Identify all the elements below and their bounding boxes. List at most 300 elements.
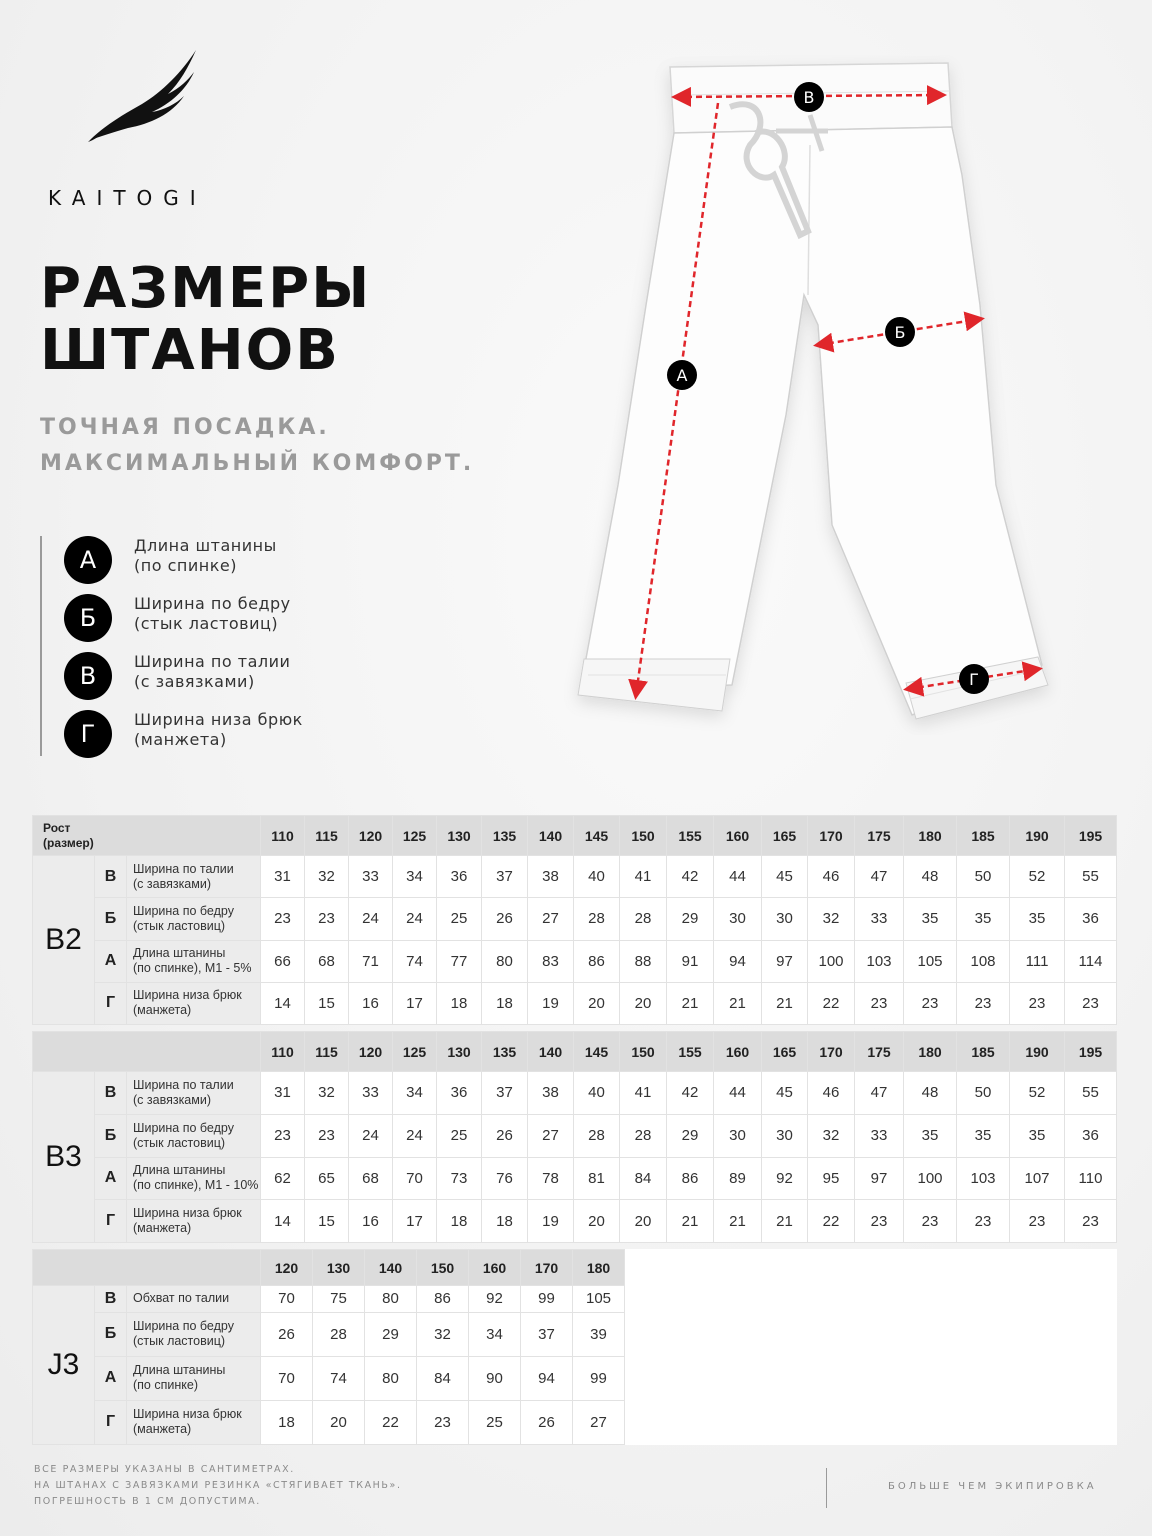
table-cell: 27: [573, 1400, 625, 1444]
row-description-line-1: Длина штанины: [133, 1363, 226, 1378]
table-cell: 81: [574, 1157, 620, 1200]
table-cell: 30: [762, 898, 808, 940]
row-letter: В: [95, 1286, 127, 1313]
table-cell: 18: [261, 1400, 313, 1444]
table-cell: 107: [1010, 1157, 1065, 1200]
table-cell: 38: [528, 1072, 574, 1115]
table-cell: 52: [1010, 856, 1065, 898]
table-cell: 36: [437, 1072, 482, 1115]
row-description: [127, 1400, 261, 1444]
row-description-line-2: (стык ластовиц): [133, 1334, 226, 1349]
table-cell: 22: [808, 982, 855, 1024]
row-description-line-1: Ширина по бедру: [133, 1319, 234, 1334]
height-header: 115: [305, 816, 349, 856]
legend-badge: А: [64, 536, 112, 584]
table-cell: 27: [528, 898, 574, 940]
size-group-label: В3: [33, 1072, 95, 1243]
height-header: 120: [349, 1032, 393, 1072]
table-cell: 71: [349, 940, 393, 982]
table-cell: 33: [349, 1072, 393, 1115]
height-header: 130: [313, 1250, 365, 1286]
table-row: [33, 856, 1117, 898]
table-cell: 28: [620, 898, 667, 940]
height-header: 185: [957, 816, 1010, 856]
table-row: [33, 940, 1117, 982]
table-cell: 32: [808, 898, 855, 940]
table-cell: 24: [349, 898, 393, 940]
table-cell: 35: [1010, 898, 1065, 940]
table-cell: 16: [349, 982, 393, 1024]
table-cell: 44: [714, 856, 762, 898]
table-cell: 23: [904, 1200, 957, 1243]
pants-silhouette: [578, 63, 1048, 719]
title-line-2: ШТАНОВ: [40, 318, 340, 383]
brand-name: KAITOGI: [48, 186, 207, 210]
header-row: [33, 1032, 1117, 1072]
table-cell: 50: [957, 856, 1010, 898]
row-description-line-2: (по спинке): [133, 1378, 198, 1393]
row-description-line-1: Длина штанины: [133, 1163, 226, 1178]
blank-cell: [625, 1356, 1117, 1400]
row-description: [127, 1286, 261, 1313]
table-cell: 21: [667, 982, 714, 1024]
table-cell: 37: [521, 1312, 573, 1356]
table-cell: 18: [482, 982, 528, 1024]
table-cell: 41: [620, 1072, 667, 1115]
row-letter: А: [95, 940, 127, 982]
table-cell: 94: [714, 940, 762, 982]
svg-text:Г: Г: [969, 670, 979, 689]
table-cell: 68: [305, 940, 349, 982]
table-cell: 37: [482, 856, 528, 898]
table-cell: 16: [349, 1200, 393, 1243]
table-cell: 84: [620, 1157, 667, 1200]
size-group-label: J3: [33, 1286, 95, 1445]
height-header: 115: [305, 1032, 349, 1072]
table-cell: 45: [762, 1072, 808, 1115]
height-header: 150: [417, 1250, 469, 1286]
height-header: 155: [667, 816, 714, 856]
table-cell: 74: [393, 940, 437, 982]
legend-label: Длина штанины (по спинке): [134, 536, 277, 575]
row-description-line-2: (манжета): [133, 1003, 192, 1018]
row-description-line-1: Ширина по бедру: [133, 1120, 234, 1135]
table-cell: 100: [808, 940, 855, 982]
height-header: 160: [469, 1250, 521, 1286]
table-cell: 37: [482, 1072, 528, 1115]
row-letter: Б: [95, 1114, 127, 1157]
height-header: 195: [1065, 1032, 1117, 1072]
table-cell: 83: [528, 940, 574, 982]
table-cell: 41: [620, 856, 667, 898]
size-table-b2: [32, 815, 1117, 1025]
table-cell: 35: [957, 898, 1010, 940]
table-row: [33, 1200, 1117, 1243]
row-description-line-1: Ширина низа брюк: [133, 988, 242, 1003]
svg-text:А: А: [676, 366, 688, 385]
table-cell: 110: [1065, 1157, 1117, 1200]
table-row: [33, 898, 1117, 940]
table-cell: 23: [1010, 982, 1065, 1024]
table-cell: 21: [762, 1200, 808, 1243]
row-description: [127, 1356, 261, 1400]
table-cell: 23: [261, 898, 305, 940]
subtitle: [40, 410, 474, 482]
table-cell: 36: [1065, 898, 1117, 940]
table-cell: 86: [574, 940, 620, 982]
legend-badge: В: [64, 652, 112, 700]
height-header: 190: [1010, 1032, 1065, 1072]
table-cell: 74: [313, 1356, 365, 1400]
row-description: [127, 1157, 261, 1200]
height-header: 150: [620, 1032, 667, 1072]
table-cell: 23: [957, 1200, 1010, 1243]
height-header: 180: [573, 1250, 625, 1286]
table-cell: 20: [574, 1200, 620, 1243]
table-cell: 28: [620, 1114, 667, 1157]
blank-cell: [625, 1400, 1117, 1444]
table-cell: 111: [1010, 940, 1065, 982]
height-header: 135: [482, 816, 528, 856]
table-cell: 66: [261, 940, 305, 982]
table-cell: 21: [714, 982, 762, 1024]
table-cell: 29: [667, 898, 714, 940]
height-header: 125: [393, 1032, 437, 1072]
table-cell: 47: [855, 856, 904, 898]
table-cell: 90: [469, 1356, 521, 1400]
subtitle-line-1: ТОЧНАЯ ПОСАДКА.: [40, 415, 330, 440]
table-row: [33, 1157, 1117, 1200]
table-cell: 100: [904, 1157, 957, 1200]
table-cell: 36: [1065, 1114, 1117, 1157]
table-cell: 22: [808, 1200, 855, 1243]
height-header: 180: [904, 1032, 957, 1072]
table-cell: 21: [667, 1200, 714, 1243]
table-cell: 42: [667, 856, 714, 898]
table-cell: 31: [261, 856, 305, 898]
table-cell: 99: [521, 1286, 573, 1313]
header-corner: [33, 1250, 261, 1286]
table-cell: 23: [1065, 982, 1117, 1024]
row-description: [127, 1114, 261, 1157]
size-table-j3: [32, 1249, 1117, 1445]
legend-label: Ширина низа брюк (манжета): [134, 710, 303, 749]
height-header: 180: [904, 816, 957, 856]
measurement-legend: [40, 536, 442, 756]
table-cell: 105: [573, 1286, 625, 1313]
height-header: 135: [482, 1032, 528, 1072]
table-cell: 26: [521, 1400, 573, 1444]
table-cell: 30: [762, 1114, 808, 1157]
table-cell: 70: [261, 1356, 313, 1400]
height-header: 165: [762, 1032, 808, 1072]
table-cell: 65: [305, 1157, 349, 1200]
table-cell: 32: [305, 856, 349, 898]
height-header: 110: [261, 816, 305, 856]
table-cell: 23: [261, 1114, 305, 1157]
height-header: 130: [437, 1032, 482, 1072]
table-cell: 52: [1010, 1072, 1065, 1115]
row-description: [127, 856, 261, 898]
table-cell: 24: [393, 898, 437, 940]
table-cell: 28: [574, 898, 620, 940]
height-header: 150: [620, 816, 667, 856]
table-cell: 27: [528, 1114, 574, 1157]
table-cell: 26: [261, 1312, 313, 1356]
row-description: [127, 898, 261, 940]
table-cell: 20: [620, 982, 667, 1024]
table-cell: 20: [620, 1200, 667, 1243]
row-description: [127, 1200, 261, 1243]
height-header: 170: [521, 1250, 573, 1286]
table-cell: 23: [305, 898, 349, 940]
table-cell: 20: [574, 982, 620, 1024]
table-cell: 23: [855, 1200, 904, 1243]
table-cell: 44: [714, 1072, 762, 1115]
footer-divider: [826, 1468, 827, 1508]
svg-text:Б: Б: [894, 323, 906, 342]
table-cell: 33: [349, 856, 393, 898]
height-header: 170: [808, 816, 855, 856]
table-cell: 55: [1065, 856, 1117, 898]
table-cell: 46: [808, 1072, 855, 1115]
table-cell: 23: [1010, 1200, 1065, 1243]
row-description-line-2: (с завязками): [133, 1092, 212, 1107]
row-description-line-2: (манжета): [133, 1221, 192, 1236]
height-header: 140: [528, 816, 574, 856]
table-cell: 108: [957, 940, 1010, 982]
table-cell: 45: [762, 856, 808, 898]
table-cell: 92: [469, 1286, 521, 1313]
table-cell: 14: [261, 1200, 305, 1243]
row-description-line-2: (с завязками): [133, 876, 212, 891]
row-letter: Г: [95, 1400, 127, 1444]
row-description-line-2: (манжета): [133, 1422, 192, 1437]
row-letter: А: [95, 1356, 127, 1400]
table-cell: 21: [762, 982, 808, 1024]
table-cell: 25: [437, 898, 482, 940]
row-description-line-1: Ширина по талии: [133, 861, 234, 876]
table-cell: 80: [482, 940, 528, 982]
table-cell: 95: [808, 1157, 855, 1200]
height-header: 125: [393, 816, 437, 856]
table-row: [33, 982, 1117, 1024]
height-header: 120: [261, 1250, 313, 1286]
height-header: 145: [574, 816, 620, 856]
row-description: [127, 1312, 261, 1356]
header-row: [33, 1250, 1117, 1286]
table-cell: 18: [437, 1200, 482, 1243]
table-cell: 99: [573, 1356, 625, 1400]
feather-logo-icon: [84, 48, 204, 148]
row-description-line-1: Обхват по талии: [133, 1291, 230, 1306]
table-cell: 35: [904, 1114, 957, 1157]
legend-badge: Б: [64, 594, 112, 642]
row-letter: В: [95, 1072, 127, 1115]
height-header: 170: [808, 1032, 855, 1072]
row-letter: Г: [95, 982, 127, 1024]
row-description-line-1: Ширина по бедру: [133, 903, 234, 918]
blank-cell: [625, 1286, 1117, 1313]
table-cell: 21: [714, 1200, 762, 1243]
height-header: 195: [1065, 816, 1117, 856]
table-cell: 26: [482, 1114, 528, 1157]
table-cell: 18: [437, 982, 482, 1024]
table-row: [33, 1072, 1117, 1115]
header-corner: [33, 816, 261, 856]
table-cell: 77: [437, 940, 482, 982]
row-description-line-2: (стык ластовиц): [133, 1135, 226, 1150]
height-header: 130: [437, 816, 482, 856]
table-cell: 29: [365, 1312, 417, 1356]
row-letter: Б: [95, 898, 127, 940]
table-cell: 97: [762, 940, 808, 982]
corner-label-line-2: (размер): [43, 835, 94, 850]
height-header: 160: [714, 816, 762, 856]
height-header: 120: [349, 816, 393, 856]
table-cell: 80: [365, 1286, 417, 1313]
table-cell: 91: [667, 940, 714, 982]
table-cell: 23: [417, 1400, 469, 1444]
subtitle-line-2: МАКСИМАЛЬНЫЙ КОМФОРТ.: [40, 451, 475, 476]
table-cell: 73: [437, 1157, 482, 1200]
size-table-b3: [32, 1031, 1117, 1243]
table-cell: 31: [261, 1072, 305, 1115]
footer-slogan: БОЛЬШЕ ЧЕМ ЭКИПИРОВКА: [888, 1481, 1097, 1492]
table-cell: 34: [469, 1312, 521, 1356]
table-row: [33, 1400, 1117, 1444]
title-line-1: РАЗМЕРЫ: [40, 256, 372, 321]
table-cell: 22: [365, 1400, 417, 1444]
table-row: [33, 1286, 1117, 1313]
marker-g: [959, 664, 989, 694]
table-cell: 88: [620, 940, 667, 982]
row-description-line-1: Длина штанины: [133, 946, 226, 961]
row-description: [127, 940, 261, 982]
table-cell: 34: [393, 856, 437, 898]
height-header: 155: [667, 1032, 714, 1072]
table-cell: 14: [261, 982, 305, 1024]
row-description-line-2: (стык ластовиц): [133, 918, 226, 933]
table-cell: 23: [1065, 1200, 1117, 1243]
table-cell: 70: [261, 1286, 313, 1313]
table-cell: 26: [482, 898, 528, 940]
height-header: 160: [714, 1032, 762, 1072]
table-cell: 23: [855, 982, 904, 1024]
table-cell: 28: [313, 1312, 365, 1356]
table-cell: 103: [855, 940, 904, 982]
table-cell: 35: [1010, 1114, 1065, 1157]
height-header: 140: [365, 1250, 417, 1286]
table-cell: 75: [313, 1286, 365, 1313]
table-cell: 15: [305, 1200, 349, 1243]
height-header: 175: [855, 816, 904, 856]
table-cell: 48: [904, 1072, 957, 1115]
table-cell: 46: [808, 856, 855, 898]
table-cell: 23: [957, 982, 1010, 1024]
table-cell: 32: [808, 1114, 855, 1157]
table-cell: 33: [855, 1114, 904, 1157]
table-cell: 23: [305, 1114, 349, 1157]
table-cell: 103: [957, 1157, 1010, 1200]
height-header: 110: [261, 1032, 305, 1072]
pants-diagram: [560, 55, 1100, 735]
table-cell: 62: [261, 1157, 305, 1200]
table-cell: 29: [667, 1114, 714, 1157]
table-cell: 97: [855, 1157, 904, 1200]
table-cell: 80: [365, 1356, 417, 1400]
table-cell: 42: [667, 1072, 714, 1115]
row-description-line-2: (по спинке), М1 - 10%: [133, 1178, 259, 1193]
page-title: [40, 258, 371, 382]
table-cell: 47: [855, 1072, 904, 1115]
table-cell: 20: [313, 1400, 365, 1444]
table-cell: 30: [714, 898, 762, 940]
table-cell: 18: [482, 1200, 528, 1243]
table-cell: 32: [417, 1312, 469, 1356]
table-cell: 34: [393, 1072, 437, 1115]
table-cell: 105: [904, 940, 957, 982]
table-cell: 19: [528, 1200, 574, 1243]
table-row: [33, 1114, 1117, 1157]
table-cell: 68: [349, 1157, 393, 1200]
row-letter: А: [95, 1157, 127, 1200]
blank-cell: [625, 1250, 1117, 1286]
table-cell: 15: [305, 982, 349, 1024]
header-corner: [33, 1032, 261, 1072]
table-cell: 76: [482, 1157, 528, 1200]
table-cell: 39: [573, 1312, 625, 1356]
height-header: 175: [855, 1032, 904, 1072]
blank-cell: [625, 1312, 1117, 1356]
table-cell: 17: [393, 982, 437, 1024]
table-cell: 70: [393, 1157, 437, 1200]
table-cell: 28: [574, 1114, 620, 1157]
table-cell: 33: [855, 898, 904, 940]
table-cell: 35: [904, 898, 957, 940]
height-header: 145: [574, 1032, 620, 1072]
row-description-line-2: (по спинке), М1 - 5%: [133, 961, 252, 976]
table-cell: 19: [528, 982, 574, 1024]
table-cell: 40: [574, 1072, 620, 1115]
size-group-label: В2: [33, 856, 95, 1025]
table-cell: 24: [393, 1114, 437, 1157]
table-cell: 84: [417, 1356, 469, 1400]
table-cell: 17: [393, 1200, 437, 1243]
table-cell: 35: [957, 1114, 1010, 1157]
table-cell: 50: [957, 1072, 1010, 1115]
height-header: 190: [1010, 816, 1065, 856]
table-cell: 86: [417, 1286, 469, 1313]
row-description: [127, 982, 261, 1024]
table-cell: 55: [1065, 1072, 1117, 1115]
table-cell: 25: [469, 1400, 521, 1444]
marker-b: [885, 317, 915, 347]
footer-notes: ВСЕ РАЗМЕРЫ УКАЗАНЫ В САНТИМЕТРАХ. НА ШТАНАХ С ЗАВЯЗКАМИ РЕЗИНКА «СТЯГИВАЕТ ТКАНЬ». ПОГРЕШНОСТЬ В 1 СМ ДОПУСТИМА.: [34, 1464, 402, 1507]
table-cell: 114: [1065, 940, 1117, 982]
table-row: [33, 1356, 1117, 1400]
row-description: [127, 1072, 261, 1115]
table-cell: 32: [305, 1072, 349, 1115]
table-cell: 25: [437, 1114, 482, 1157]
table-cell: 23: [904, 982, 957, 1024]
corner-label-line-1: Рост: [43, 820, 71, 835]
row-letter: Б: [95, 1312, 127, 1356]
row-letter: В: [95, 856, 127, 898]
row-description-line-1: Ширина низа брюк: [133, 1206, 242, 1221]
table-cell: 94: [521, 1356, 573, 1400]
table-cell: 86: [667, 1157, 714, 1200]
